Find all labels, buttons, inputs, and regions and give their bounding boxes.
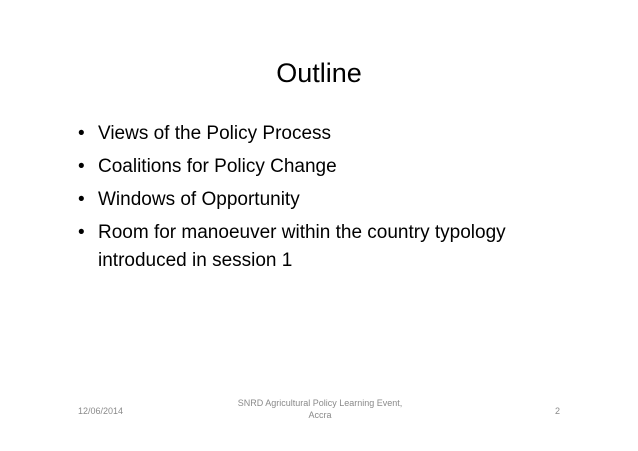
bullet-dot-icon: • [78, 222, 85, 243]
bullet-text: Windows of Opportunity [98, 189, 300, 210]
bullet-text: Coalitions for Policy Change [98, 156, 337, 177]
bullet-list [78, 120, 538, 280]
bullet-text: Views of the Policy Process [98, 123, 332, 144]
bullet-item [78, 219, 538, 275]
bullet-item [78, 120, 538, 148]
bullet-item [78, 153, 538, 181]
footer-event-line2: Accra [308, 410, 332, 420]
page-number: 2 [554, 406, 560, 416]
footer-event-line1: SNRD Agricultural Policy Learning Event, [237, 398, 403, 408]
footer-event [220, 397, 420, 421]
bullet-dot-icon: • [78, 123, 85, 144]
bullet-dot-icon: • [78, 156, 85, 177]
slide-title: Outline [276, 58, 362, 88]
footer-date: 12/06/2014 [78, 406, 124, 416]
bullet-text: Room for manoeuver within the country typology introduced in session 1 [98, 222, 506, 271]
bullet-item [78, 186, 538, 214]
bullet-dot-icon: • [78, 189, 85, 210]
